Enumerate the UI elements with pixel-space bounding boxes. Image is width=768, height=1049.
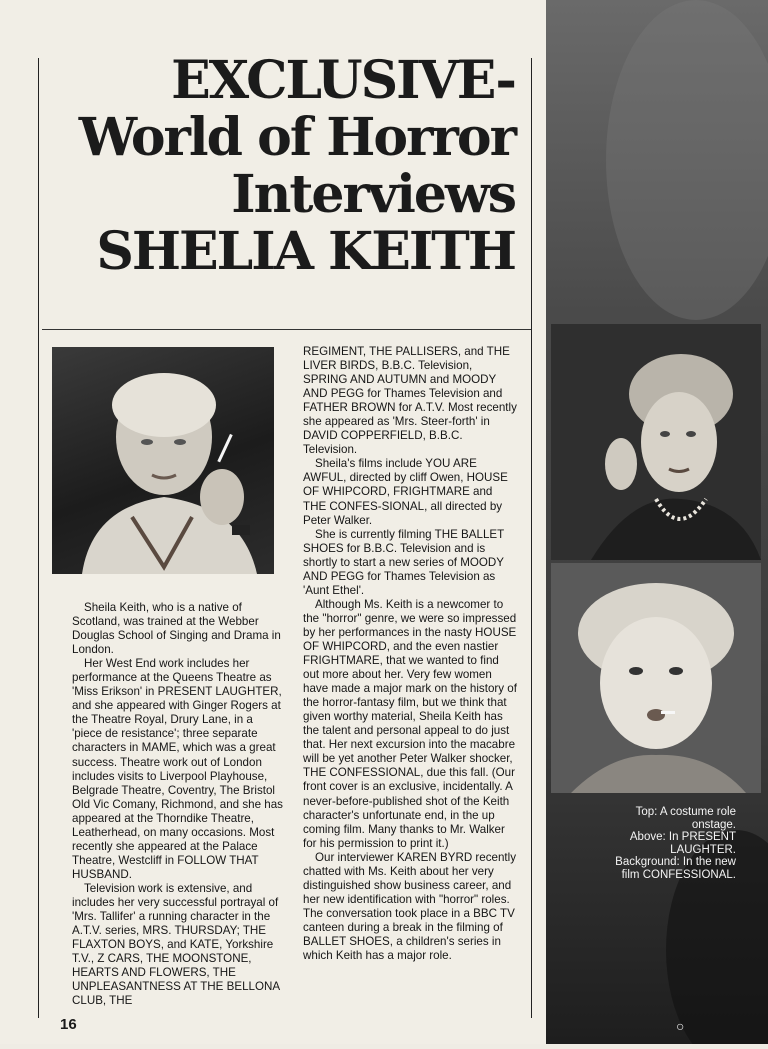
caption-line: film CONFESSIONAL. <box>621 868 736 881</box>
headline-rule <box>42 329 531 330</box>
paragraph: Her West End work includes her performance at the Queens Theatre as 'Miss Erikson' in PRESENT LAUGHTER, and she appeared with Ginger Rogers at the Theatre Royal, Drury Lane, in a 'piece de resistance'; three separate characters in MAME, which was a great success. Theatre work out of London includes visits to Liverpool Playhouse, Belgrade Theatre, Coventry, The Bristol Old Vic Comany, Richmond, and she has appeared at the Thorndike Theatre, Leatherhead, on many occasions. Most recently she appeared at the Palace Theatre, Westcliff in FOLLOW THAT HUSBAND. <box>72 657 283 881</box>
paragraph: Our interviewer KAREN BYRD recently chatted with Ms. Keith about her very distinguished show business career, and her new identification with "horror" roles. The conversation took place in a BBC TV canteen during a break in the filming of BALLET SHOES, a children's series in which Keith has a major role. <box>303 850 517 963</box>
paragraph: Television work is extensive, and includes her very successful portrayal of 'Mrs. Tallifer' a running character in the A.T.V. series, MRS. THURSDAY; THE FLAXTON BOYS, and KATE, Yorkshire T.V., Z CARS, THE MOONSTONE, HEARTS AND FLOWERS, THE UNPLEASANTNESS AT THE BELLONA CLUB, THE <box>72 881 280 1008</box>
paragraph: REGIMENT, THE PALLISERS, and THE LIVER BIRDS, B.B.C. Television, SPRING AND AUTUMN and MOODY AND PEGG for Thames Television and FATHER BROWN for A.T.V. Most recently she appeared as 'Mrs. Steer-forth' in DAVID COPPERFIELD, B.B.C. Television. <box>303 345 517 457</box>
photo-caption <box>592 806 736 881</box>
caption-line: LAUGHTER. <box>670 843 736 856</box>
paragraph: She is currently filming THE BALLET SHOES for B.B.C. Television and is shortly to start a new series of MOODY AND PEGG for Thames Television as 'Aunt Ethel'. <box>303 527 505 597</box>
headline-line-1: EXCLUSIVE- <box>171 50 515 111</box>
right-rule <box>531 58 532 1018</box>
circle-icon: ○ <box>676 1018 685 1034</box>
page-number: 16 <box>60 1016 77 1033</box>
portrait-photo <box>52 347 274 574</box>
paragraph: Sheila Keith, who is a native of Scotland, was trained at the Webber Douglas School of Singing and Drama in London. <box>72 601 281 657</box>
left-rule <box>38 58 39 1018</box>
present-laughter-photo <box>551 563 761 793</box>
right-text-column <box>303 345 517 963</box>
paragraph: Sheila's films include YOU ARE AWFUL, directed by cliff Owen, HOUSE OF WHIPCORD, FRIGHTMARE and THE CONFES-SIONAL, all directed by Peter Walker. <box>303 457 508 527</box>
paragraph: Although Ms. Keith is a newcomer to the "horror" genre, we were so impressed by her performances in the nasty HOUSE OF WHIPCORD, and the even nastier FRIGHTMARE, that we wanted to find out more about her. Very few women have made a major mark on the history of the horror-fantasy film, but we think that given worthy material, Sheila Keith has the talent and personal appeal to do just that. Her next excursion into the macabre will be yet another Peter Walker shocker, THE CONFESSIONAL, due this fall. (Our front cover is an exclusive, incidentally. A never-before-published shot of the Keith character's unfortunate end, in the up coming film. Many thanks to Mr. Walker for his permission to print it.) <box>303 597 517 850</box>
caption-line: Above: In PRESENT <box>629 831 736 843</box>
caption-line: onstage. <box>691 818 736 831</box>
caption-line: Background: In the new <box>615 856 736 868</box>
headline-line-2: World of Horror <box>78 107 515 168</box>
caption-line: Top: A costume role <box>635 806 736 818</box>
headline <box>60 52 515 280</box>
left-text-column <box>72 601 284 1008</box>
headline-line-3: Interviews <box>231 164 515 225</box>
costume-role-photo <box>551 324 761 560</box>
headline-line-4: SHELIA KEITH <box>96 221 515 282</box>
